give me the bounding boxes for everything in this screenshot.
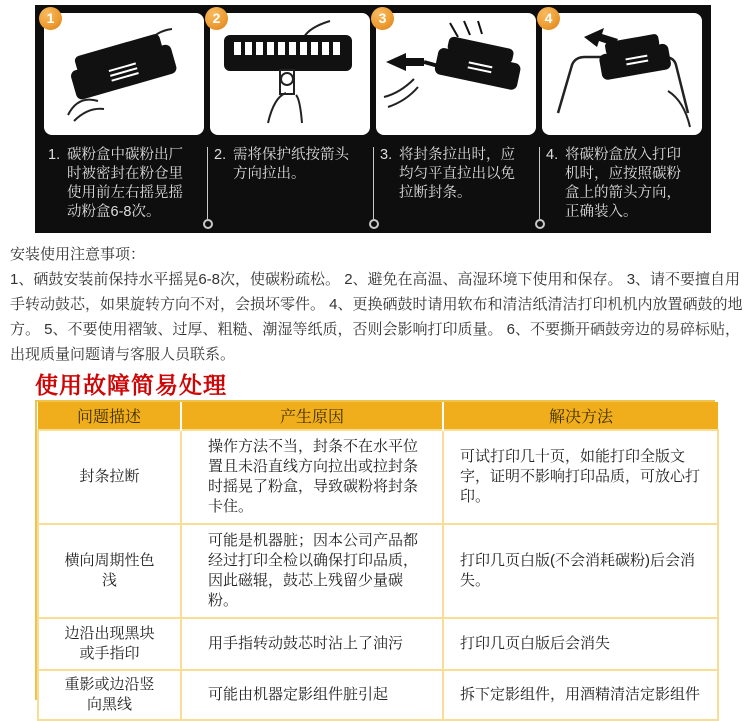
step-4: [542, 10, 702, 233]
step-4-caption-text: 将碳粉盒放入打印机时，应按照碳粉盒上的箭头方向，正确装入。: [565, 147, 681, 220]
step-2: [210, 10, 370, 233]
column-header-cause: 产生原因: [181, 402, 443, 430]
step-3: [376, 10, 536, 233]
solution-cell: 可试打印几十页，如能打印全版文字，证明不影响打印品质，可放心打印。: [443, 430, 718, 524]
column-header-solution: 解决方法: [443, 402, 718, 430]
table-row: [38, 618, 718, 670]
step-1-caption-text: 碳粉盒中碳粉出厂时被密封在粉仓里使用前左右摇晃摇动粉盒6-8次。: [67, 147, 183, 220]
problem-cell: 横向周期性色浅: [38, 524, 181, 618]
step-4-caption-number: 4.: [546, 147, 559, 163]
seal-strip-pull-illustration: [376, 15, 536, 133]
step-3-number-badge: 3: [371, 7, 394, 30]
troubleshooting-table: [37, 402, 719, 721]
table-row: [38, 670, 718, 720]
solution-cell: 打印几页白版后会消失: [443, 618, 718, 670]
problem-cell: 封条拉断: [38, 430, 181, 524]
cause-cell: 操作方法不当，封条不在水平位置且未沿直线方向拉出或拉封条时摇晃了粉盒，导致碳粉将封条卡住。: [181, 430, 443, 524]
step-divider: [539, 147, 540, 219]
cartridge-shake-illustration: [44, 15, 204, 133]
troubleshooting-title: 使用故障简易处理: [35, 372, 227, 398]
step-2-art: [210, 10, 370, 135]
step-divider: [373, 147, 374, 219]
installation-steps-panel: [35, 5, 711, 233]
troubleshooting-table-wrap: [35, 400, 715, 713]
usage-notes-title: 安装使用注意事项：: [10, 246, 146, 263]
table-header-row: [38, 402, 718, 430]
step-1-caption: [44, 135, 204, 222]
step-1: [44, 10, 204, 233]
cause-cell: 用手指转动鼓芯时沾上了油污: [181, 618, 443, 670]
step-3-art: [376, 10, 536, 135]
step-4-art: [542, 10, 702, 135]
table-row: [38, 524, 718, 618]
step-1-art: [44, 10, 204, 135]
step-2-caption-text: 需将保护纸按箭头方向拉出。: [233, 147, 349, 182]
solution-cell: 拆下定影组件，用酒精清洁定影组件: [443, 670, 718, 720]
step-2-caption-number: 2.: [214, 147, 227, 163]
step-1-caption-number: 1.: [48, 147, 61, 163]
step-2-number-badge: 2: [205, 7, 228, 30]
usage-notes-section: [10, 242, 743, 367]
solution-cell: 打印几页白版(不会消耗碳粉)后会消失。: [443, 524, 718, 618]
step-3-caption-number: 3.: [380, 147, 393, 163]
step-4-number-badge: 4: [537, 7, 560, 30]
cause-cell: 可能是机器脏；因本公司产品都经过打印全检以确保打印品质，因此磁辊，鼓芯上残留少量碳粉。: [181, 524, 443, 618]
protective-paper-pull-illustration: [210, 15, 370, 133]
column-header-problem: 问题描述: [38, 402, 181, 430]
cartridge-install-illustration: [542, 15, 702, 133]
usage-notes-body: 1、硒鼓安装前保持水平摇晃6-8次，使碳粉疏松。 2、避免在高温、高湿环境下使用和保存。 3、请不要擅自用手转动鼓芯，如果旋转方向不对，会损坏零件。 4、更换硒鼓时请用软布和清洁纸清洁打印机机内放置硒鼓的地方。 5、不要使用褶皱、过厚、粗糙、潮湿等纸质，否则会影响打印质量。 6、不要撕开硒鼓旁边的易碎标贴，出现质量问题请与客服人员联系。: [10, 271, 743, 363]
problem-cell: 重影或边沿竖向黑线: [38, 670, 181, 720]
cause-cell: 可能由机器定影组件脏引起: [181, 670, 443, 720]
step-1-number-badge: 1: [39, 7, 62, 30]
problem-cell: 边沿出现黑块或手指印: [38, 618, 181, 670]
table-row: [38, 430, 718, 524]
step-divider: [207, 147, 208, 219]
step-4-caption: [542, 135, 702, 222]
step-3-caption: [376, 135, 536, 203]
step-3-caption-text: 将封条拉出时，应均匀平直拉出以免拉断封条。: [399, 147, 515, 201]
step-2-caption: [210, 135, 370, 184]
